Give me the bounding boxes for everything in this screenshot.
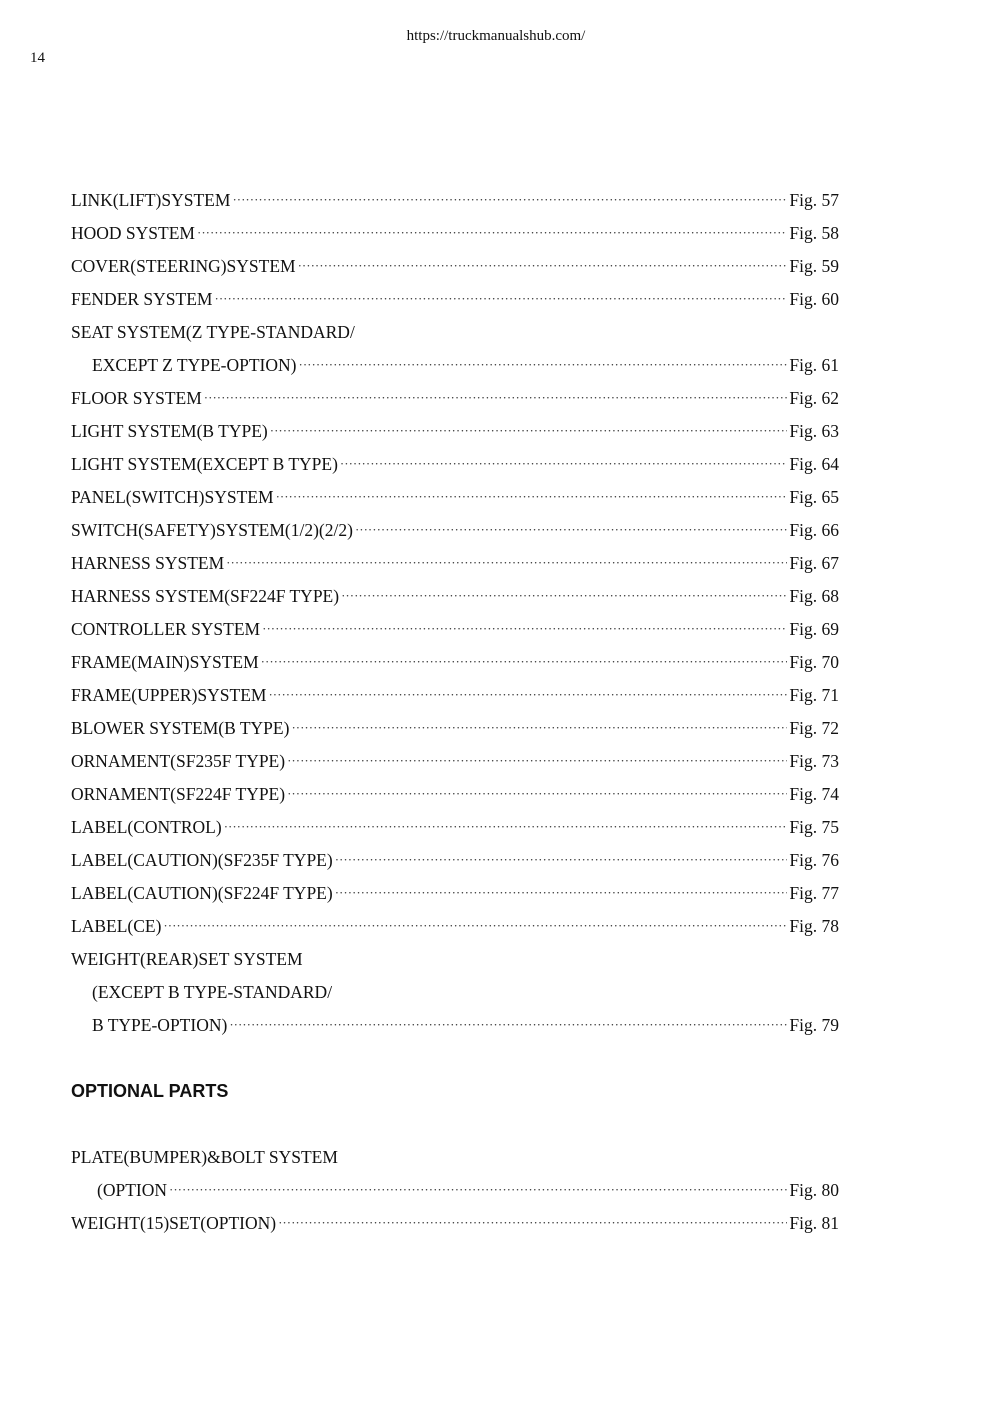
toc-entry-fig-61 (71, 349, 839, 382)
dot-leader (278, 1213, 787, 1234)
toc-entry-fig-77 (71, 877, 839, 910)
toc-entry-fig-80 (71, 1174, 839, 1207)
toc-entry-label: FENDER SYSTEM (71, 289, 213, 309)
toc-entry-label: CONTROLLER SYSTEM (71, 619, 261, 639)
toc-entry-continued (71, 976, 839, 1009)
section-heading-optional-parts: OPTIONAL PARTS (71, 1081, 229, 1101)
toc-entry-fig-62 (71, 382, 839, 415)
dot-leader (197, 223, 787, 244)
dot-leader (355, 520, 787, 541)
toc-entry-label: HARNESS SYSTEM(SF224F TYPE) (71, 586, 340, 606)
toc-entry-label: WEIGHT(15)SET(OPTION) (71, 1213, 277, 1233)
toc-entry-fig-66 (71, 514, 839, 547)
toc-entry-label: HARNESS SYSTEM (71, 553, 225, 573)
toc-entry-fig-76 (71, 844, 839, 877)
dot-leader (287, 751, 787, 772)
toc-entry-fig: Fig. 66 (789, 520, 839, 540)
toc-entry-fig: Fig. 74 (789, 784, 839, 804)
dot-leader (299, 355, 788, 376)
toc-entry-continued (71, 316, 839, 349)
dot-leader (335, 850, 788, 871)
toc-entry-fig-67 (71, 547, 839, 580)
toc-entry-fig: Fig. 81 (789, 1213, 839, 1233)
dot-leader (276, 487, 788, 508)
toc-entry-fig-81 (71, 1207, 839, 1240)
toc-entry-fig-74 (71, 778, 839, 811)
dot-leader (268, 685, 787, 706)
dot-leader (229, 1015, 787, 1036)
toc-entry-fig: Fig. 61 (789, 355, 839, 375)
toc-entry-fig-71 (71, 679, 839, 712)
toc-entry-fig-78 (71, 910, 839, 943)
toc-entry-fig: Fig. 75 (789, 817, 839, 837)
toc-entry-fig-79 (71, 1009, 839, 1042)
dot-leader (226, 553, 787, 574)
toc-entry-fig: Fig. 59 (789, 256, 839, 276)
toc-entry-label: PLATE(BUMPER)&BOLT SYSTEM (71, 1147, 338, 1167)
dot-leader (214, 289, 787, 310)
toc-entry-label: WEIGHT(REAR)SET SYSTEM (71, 949, 303, 969)
toc-entry-label: (OPTION (97, 1180, 167, 1200)
toc-entry-label: HOOD SYSTEM (71, 223, 195, 243)
toc-entry-fig: Fig. 78 (789, 916, 839, 936)
dot-leader (335, 883, 788, 904)
toc-entry-label: SEAT SYSTEM(Z TYPE-STANDARD/ (71, 322, 355, 342)
toc-entry-fig-59 (71, 250, 839, 283)
dot-leader (262, 619, 787, 640)
toc-entry-fig: Fig. 62 (789, 388, 839, 408)
dot-leader (341, 586, 787, 607)
dot-leader (298, 256, 788, 277)
dot-leader (163, 916, 787, 937)
toc-entry-fig: Fig. 60 (789, 289, 839, 309)
dot-leader (204, 388, 788, 409)
toc-entry-fig: Fig. 64 (789, 454, 839, 474)
toc-entry-label: BLOWER SYSTEM(B TYPE) (71, 718, 290, 738)
toc-entry-fig: Fig. 67 (789, 553, 839, 573)
dot-leader (270, 421, 788, 442)
toc-entry-label: PANEL(SWITCH)SYSTEM (71, 487, 274, 507)
toc-entry-label: B TYPE-OPTION) (92, 1015, 228, 1035)
dot-leader (232, 190, 787, 211)
toc-entry-fig: Fig. 71 (789, 685, 839, 705)
toc-entry-label: SWITCH(SAFETY)SYSTEM(1/2)(2/2) (71, 520, 353, 540)
toc-entry-fig-72 (71, 712, 839, 745)
toc-entry-label: LABEL(CONTROL) (71, 817, 222, 837)
toc-entry-label: LABEL(CAUTION)(SF224F TYPE) (71, 883, 333, 903)
toc-entry-fig-75 (71, 811, 839, 844)
dot-leader (261, 652, 788, 673)
dot-leader (224, 817, 788, 838)
toc-entry-fig-63 (71, 415, 839, 448)
toc-entry-continued (71, 1141, 839, 1174)
toc-entry-fig-69 (71, 613, 839, 646)
table-of-contents (71, 184, 839, 1240)
toc-entry-label: ORNAMENT(SF235F TYPE) (71, 751, 286, 771)
toc-entry-label: LINK(LIFT)SYSTEM (71, 190, 231, 210)
toc-entry-fig-73 (71, 745, 839, 778)
toc-entry-label: FRAME(MAIN)SYSTEM (71, 652, 259, 672)
toc-entry-continued (71, 943, 839, 976)
toc-entry-fig: Fig. 72 (789, 718, 839, 738)
toc-entry-fig: Fig. 79 (789, 1015, 839, 1035)
toc-entry-label: FLOOR SYSTEM (71, 388, 202, 408)
toc-entry-fig: Fig. 63 (789, 421, 839, 441)
toc-entry-fig: Fig. 73 (789, 751, 839, 771)
toc-entry-label: LIGHT SYSTEM(EXCEPT B TYPE) (71, 454, 338, 474)
toc-entry-label: LIGHT SYSTEM(B TYPE) (71, 421, 268, 441)
toc-entry-fig-58 (71, 217, 839, 250)
toc-entry-label: (EXCEPT B TYPE-STANDARD/ (92, 982, 333, 1002)
toc-entry-fig: Fig. 65 (789, 487, 839, 507)
toc-entry-fig-60 (71, 283, 839, 316)
toc-entry-fig: Fig. 77 (789, 883, 839, 903)
toc-entry-fig: Fig. 58 (789, 223, 839, 243)
toc-entry-fig-65 (71, 481, 839, 514)
toc-entry-label: COVER(STEERING)SYSTEM (71, 256, 296, 276)
dot-leader (291, 718, 787, 739)
dot-leader (340, 454, 787, 475)
toc-entry-label: FRAME(UPPER)SYSTEM (71, 685, 267, 705)
dot-leader (169, 1180, 787, 1201)
toc-entry-fig-68 (71, 580, 839, 613)
toc-entry-fig: Fig. 68 (789, 586, 839, 606)
header-url: https://truckmanualshub.com/ (406, 28, 586, 44)
toc-entry-label: EXCEPT Z TYPE-OPTION) (92, 355, 297, 375)
toc-entry-fig-64 (71, 448, 839, 481)
toc-entry-fig: Fig. 80 (789, 1180, 839, 1200)
toc-entry-fig: Fig. 69 (789, 619, 839, 639)
toc-entry-label: ORNAMENT(SF224F TYPE) (71, 784, 286, 804)
toc-entry-fig: Fig. 76 (789, 850, 839, 870)
toc-entry-fig: Fig. 57 (789, 190, 839, 210)
toc-entry-fig-70 (71, 646, 839, 679)
dot-leader (287, 784, 787, 805)
page-number: 14 (30, 50, 45, 66)
toc-entry-fig-57 (71, 184, 839, 217)
toc-entry-label: LABEL(CAUTION)(SF235F TYPE) (71, 850, 333, 870)
toc-entry-fig: Fig. 70 (789, 652, 839, 672)
toc-entry-label: LABEL(CE) (71, 916, 162, 936)
